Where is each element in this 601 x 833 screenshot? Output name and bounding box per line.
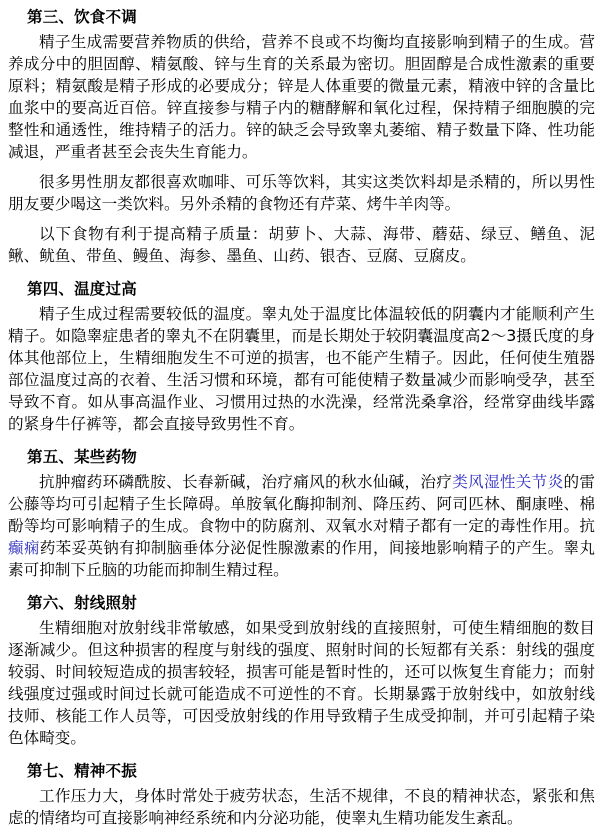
section-heading-5: 第五、某些药物 [27,448,137,466]
link-epilepsy[interactable]: 癫痫 [8,539,40,557]
paragraph-3-1: 精子生成需要营养物质的供给，营养不良或不均衡均直接影响到精子的生成。营养成分中的胆固醇、精氨酸、锌与生育的关系最为密切。胆固醇是合成性激素的重要原料；精氨酸是精子形成的必要成分；锌是人体重要的微量元素，精液中锌的含量比血浆中的要高近百倍。锌直接参与精子内的糖酵解和氧化过程，保持精子细胞膜的完整性和通透性，维持精子的活力。锌的缺乏会导致睾丸萎缩、精子数量下降、性功能减退，严重者甚至会丧失生育能力。 [8,33,595,161]
section-heading-4: 第四、温度过高 [27,280,137,298]
link-rheumatoid-arthritis[interactable]: 类风湿性关节炎 [452,473,564,491]
paragraph-5-1 [8,471,595,590]
paragraph-5-text-part-2: 的雷公藤等均可引起精子生长障碍。单胺氧化酶抑制剂、降压药、阿司匹林、酮康唑、棉酚等均可影响精子的生成。食物中的防腐剂、双氧水对精子都有一定的毒性作用。抗 [8,473,595,535]
section-heading-3: 第三、饮食不调 [27,8,137,26]
paragraph-5-text-part-3: 药苯妥英钠有抑制脑垂体分泌促性腺激素的作用，间接地影响精子的产生。睾丸素可抑制下丘脑的功能而抑制生精过程。 [8,539,595,579]
paragraph-4-1: 精子生成过程需要较低的温度。睾丸处于温度比体温较低的阴囊内才能顺利产生精子。如隐睾症患者的睾丸不在阴囊里，而是长期处于较阴囊温度高2～3摄氏度的身体其他部位上，生精细胞发生不可逆的损害，也不能产生精子。因此，任何使生殖器部位温度过高的衣着、生活习惯和环境，都有可能使精子数量减少而影响受孕，甚至导致不育。如从事高温作业、习惯用过热的水洗澡，经常洗桑拿浴，经常穿曲线毕露的紧身牛仔裤等，都会直接导致男性不育。 [8,305,595,433]
section-heading-6: 第六、射线照射 [27,594,137,612]
paragraph-5-text-part-1: 抗肿瘤药环磷酰胺、长春新碱，治疗痛风的秋水仙碱，治疗 [39,473,453,491]
paragraph-7-1: 工作压力大，身体时常处于疲劳状态，生活不规律，不良的精神状态，紧张和焦虑的情绪均可直接影响神经系统和内分泌功能，使睾丸生精功能发生紊乱。 [8,787,595,827]
paragraph-3-3: 以下食物有利于提高精子质量：胡萝卜、大蒜、海带、蘑菇、绿豆、鳝鱼、泥鳅、鱿鱼、带鱼、鳗鱼、海参、墨鱼、山药、银杏、豆腐、豆腐皮。 [8,225,595,265]
paragraph-6-1: 生精细胞对放射线非常敏感，如果受到放射线的直接照射，可使生精细胞的数目逐渐减少。但这种损害的程度与射线的强度、照射时间的长短都有关系：射线的强度较弱、时间较短造成的损害较轻，损害可能是暂时性的，还可以恢复生育能力；而射线强度过强或时间过长就可能造成不可逆性的不育。长期暴露于放射线中，如放射线技师、核能工作人员等，可因受放射线的作用导致精子生成受抑制，并可引起精子染色体畸变。 [8,619,595,747]
paragraph-3-2: 很多男性朋友都很喜欢咖啡、可乐等饮料，其实这类饮料却是杀精的，所以男性朋友要少喝这一类饮料。另外杀精的食物还有芹菜、烤牛羊肉等。 [8,173,595,213]
section-heading-7: 第七、精神不振 [27,762,137,780]
